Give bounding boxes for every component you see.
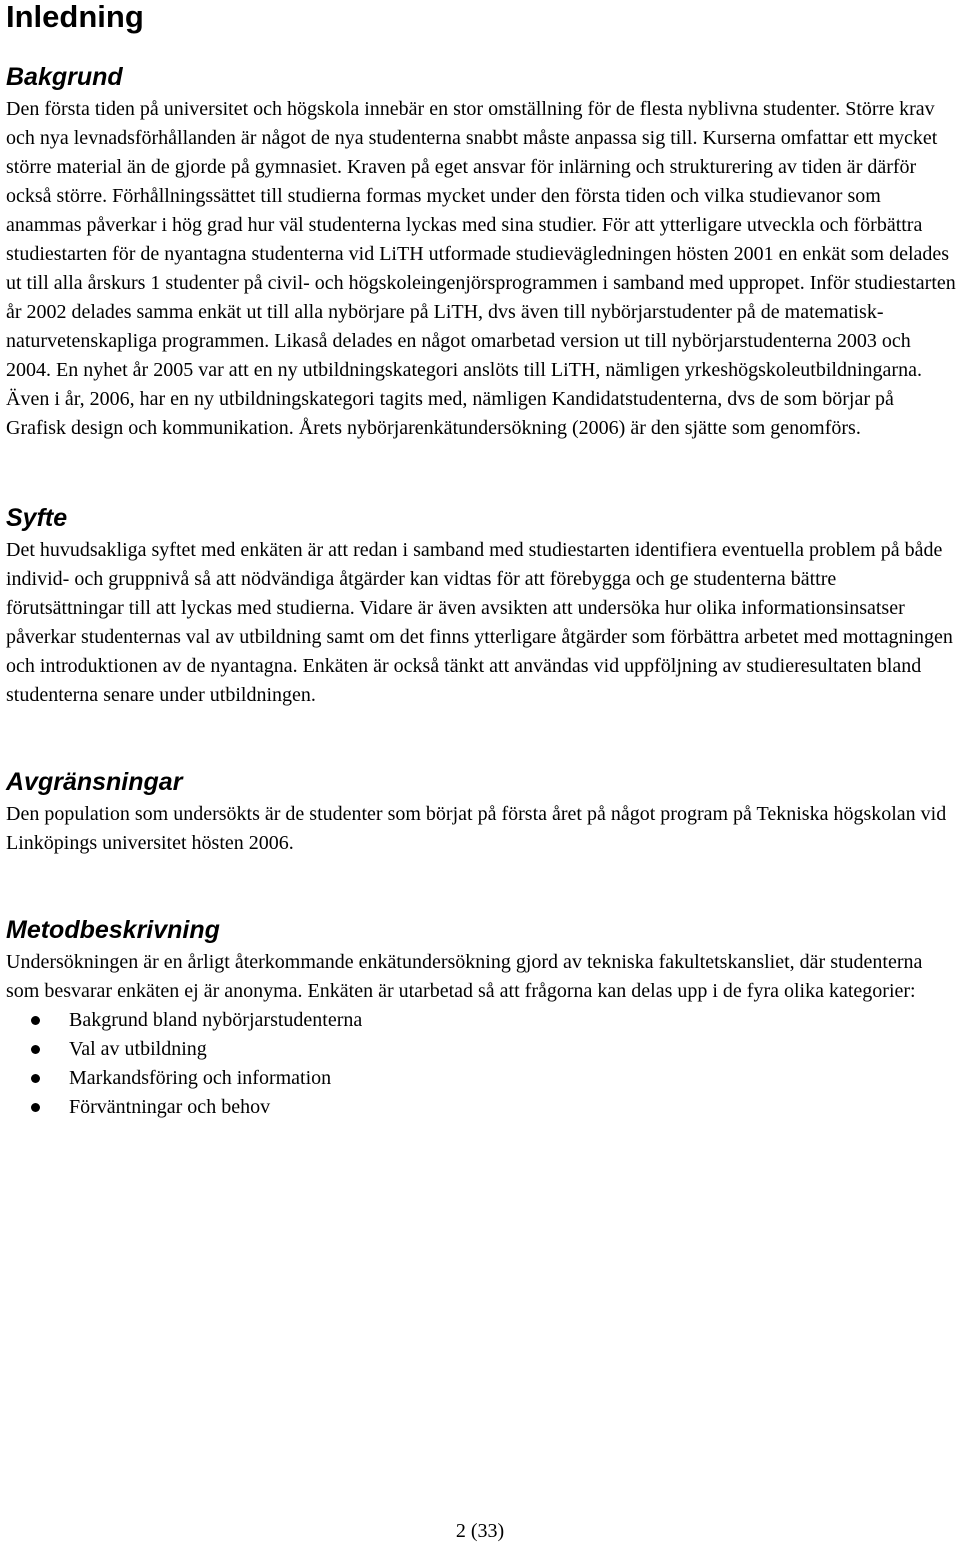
paragraph-syfte: Det huvudsakliga syftet med enkäten är att redan i samband med studiestarten identifiera eventuella problem på både individ- och gruppnivå så att nödvändiga åtgärder kan vidtas för att förebygga och ge studenterna bättre förutsättningar till att lyckas med studierna. Vidare är även avsikten att undersöka hur olika informationsinsatser påverkar studenternas val av utbildning samt om det finns ytterligare åtgärder som förbättra arbetet med mottagningen och introduktionen av de nyantagna. Enkäten är också tänkt att användas vid uppföljning av studieresultaten bland studenterna senare under utbildningen.: [6, 539, 953, 706]
list-item-text: Bakgrund bland nybörjarstudenterna: [69, 1009, 363, 1031]
page-title: Inledning: [6, 0, 144, 34]
list-item: [6, 1006, 956, 1035]
document-page: [6, 0, 956, 1122]
list-item-text: Förväntningar och behov: [69, 1096, 271, 1118]
paragraph-avgransningar: Den population som undersökts är de studenter som börjat på första året på något program på Tekniska högskolan vid Linköpings universitet hösten 2006.: [6, 803, 947, 854]
section-heading-avgransningar: Avgränsningar: [6, 768, 183, 796]
paragraph-metodbeskrivning: Undersökningen är en årligt återkommande enkätundersökning gjord av tekniska fakultetskansliet, där studenterna som besvarar enkäten ej är anonyma. Enkäten är utarbetad så att frågorna kan delas upp i de fyra olika kategorier:: [6, 951, 923, 1002]
list-item: [6, 1064, 956, 1093]
list-item: [6, 1093, 956, 1122]
section-heading-metodbeskrivning: Metodbeskrivning: [6, 916, 220, 944]
bullet-icon: [31, 1103, 40, 1112]
list-item-text: Markandsföring och information: [69, 1067, 332, 1089]
bullet-icon: [31, 1016, 40, 1025]
category-list: [6, 1006, 956, 1122]
section-bakgrund: [6, 62, 956, 443]
page-number: 2 (33): [455, 1520, 505, 1542]
section-heading-syfte: Syfte: [6, 504, 68, 532]
bullet-icon: [31, 1045, 40, 1054]
list-item: [6, 1035, 956, 1064]
section-heading-bakgrund: Bakgrund: [6, 63, 123, 91]
list-item-text: Val av utbildning: [69, 1038, 207, 1060]
bullet-icon: [31, 1074, 40, 1083]
section-metodbeskrivning: [6, 915, 956, 1122]
section-syfte: [6, 503, 956, 710]
section-avgransningar: [6, 767, 956, 858]
paragraph-bakgrund: Den första tiden på universitet och högskola innebär en stor omställning för de flesta nyblivna studenter. Större krav och nya levnadsförhållanden är något de nya studenterna snabbt måste anpassa sig till. Kurserna omfattar ett mycket större material än de gjorde på gymnasiet. Kraven på eget ansvar för inlärning och strukturering av tiden är därför också större. Förhållningssättet till studierna formas mycket under den första tiden och vilka studievanor som anammas påverkar i hög grad hur väl studenterna lyckas med sina studier. För att ytterligare utveckla och förbättra studiestarten för de nyantagna studenterna vid LiTH utformade studievägledningen hösten 2001 en enkät som delades ut till alla årskurs 1 studenter på civil- och högskoleingenjörsprogrammen i samband med uppropet. Inför studiestarten år 2002 delades samma enkät ut till alla nybörjare på LiTH, dvs även till nybörjarstudenter på de matematisk-naturvetenskapliga programmen. Likaså delades en något omarbetad version ut till nybörjarstudenterna 2003 och 2004. En nyhet år 2005 var att en ny utbildningskategori anslöts till LiTH, nämligen yrkeshögskoleutbildningarna. Även i år, 2006, har en ny utbildningskategori tagits med, nämligen Kandidatstudenterna, dvs de som börjar på Grafisk design och kommunikation. Årets nybörjarenkätundersökning (2006) är den sjätte som genomförs.: [6, 98, 956, 439]
